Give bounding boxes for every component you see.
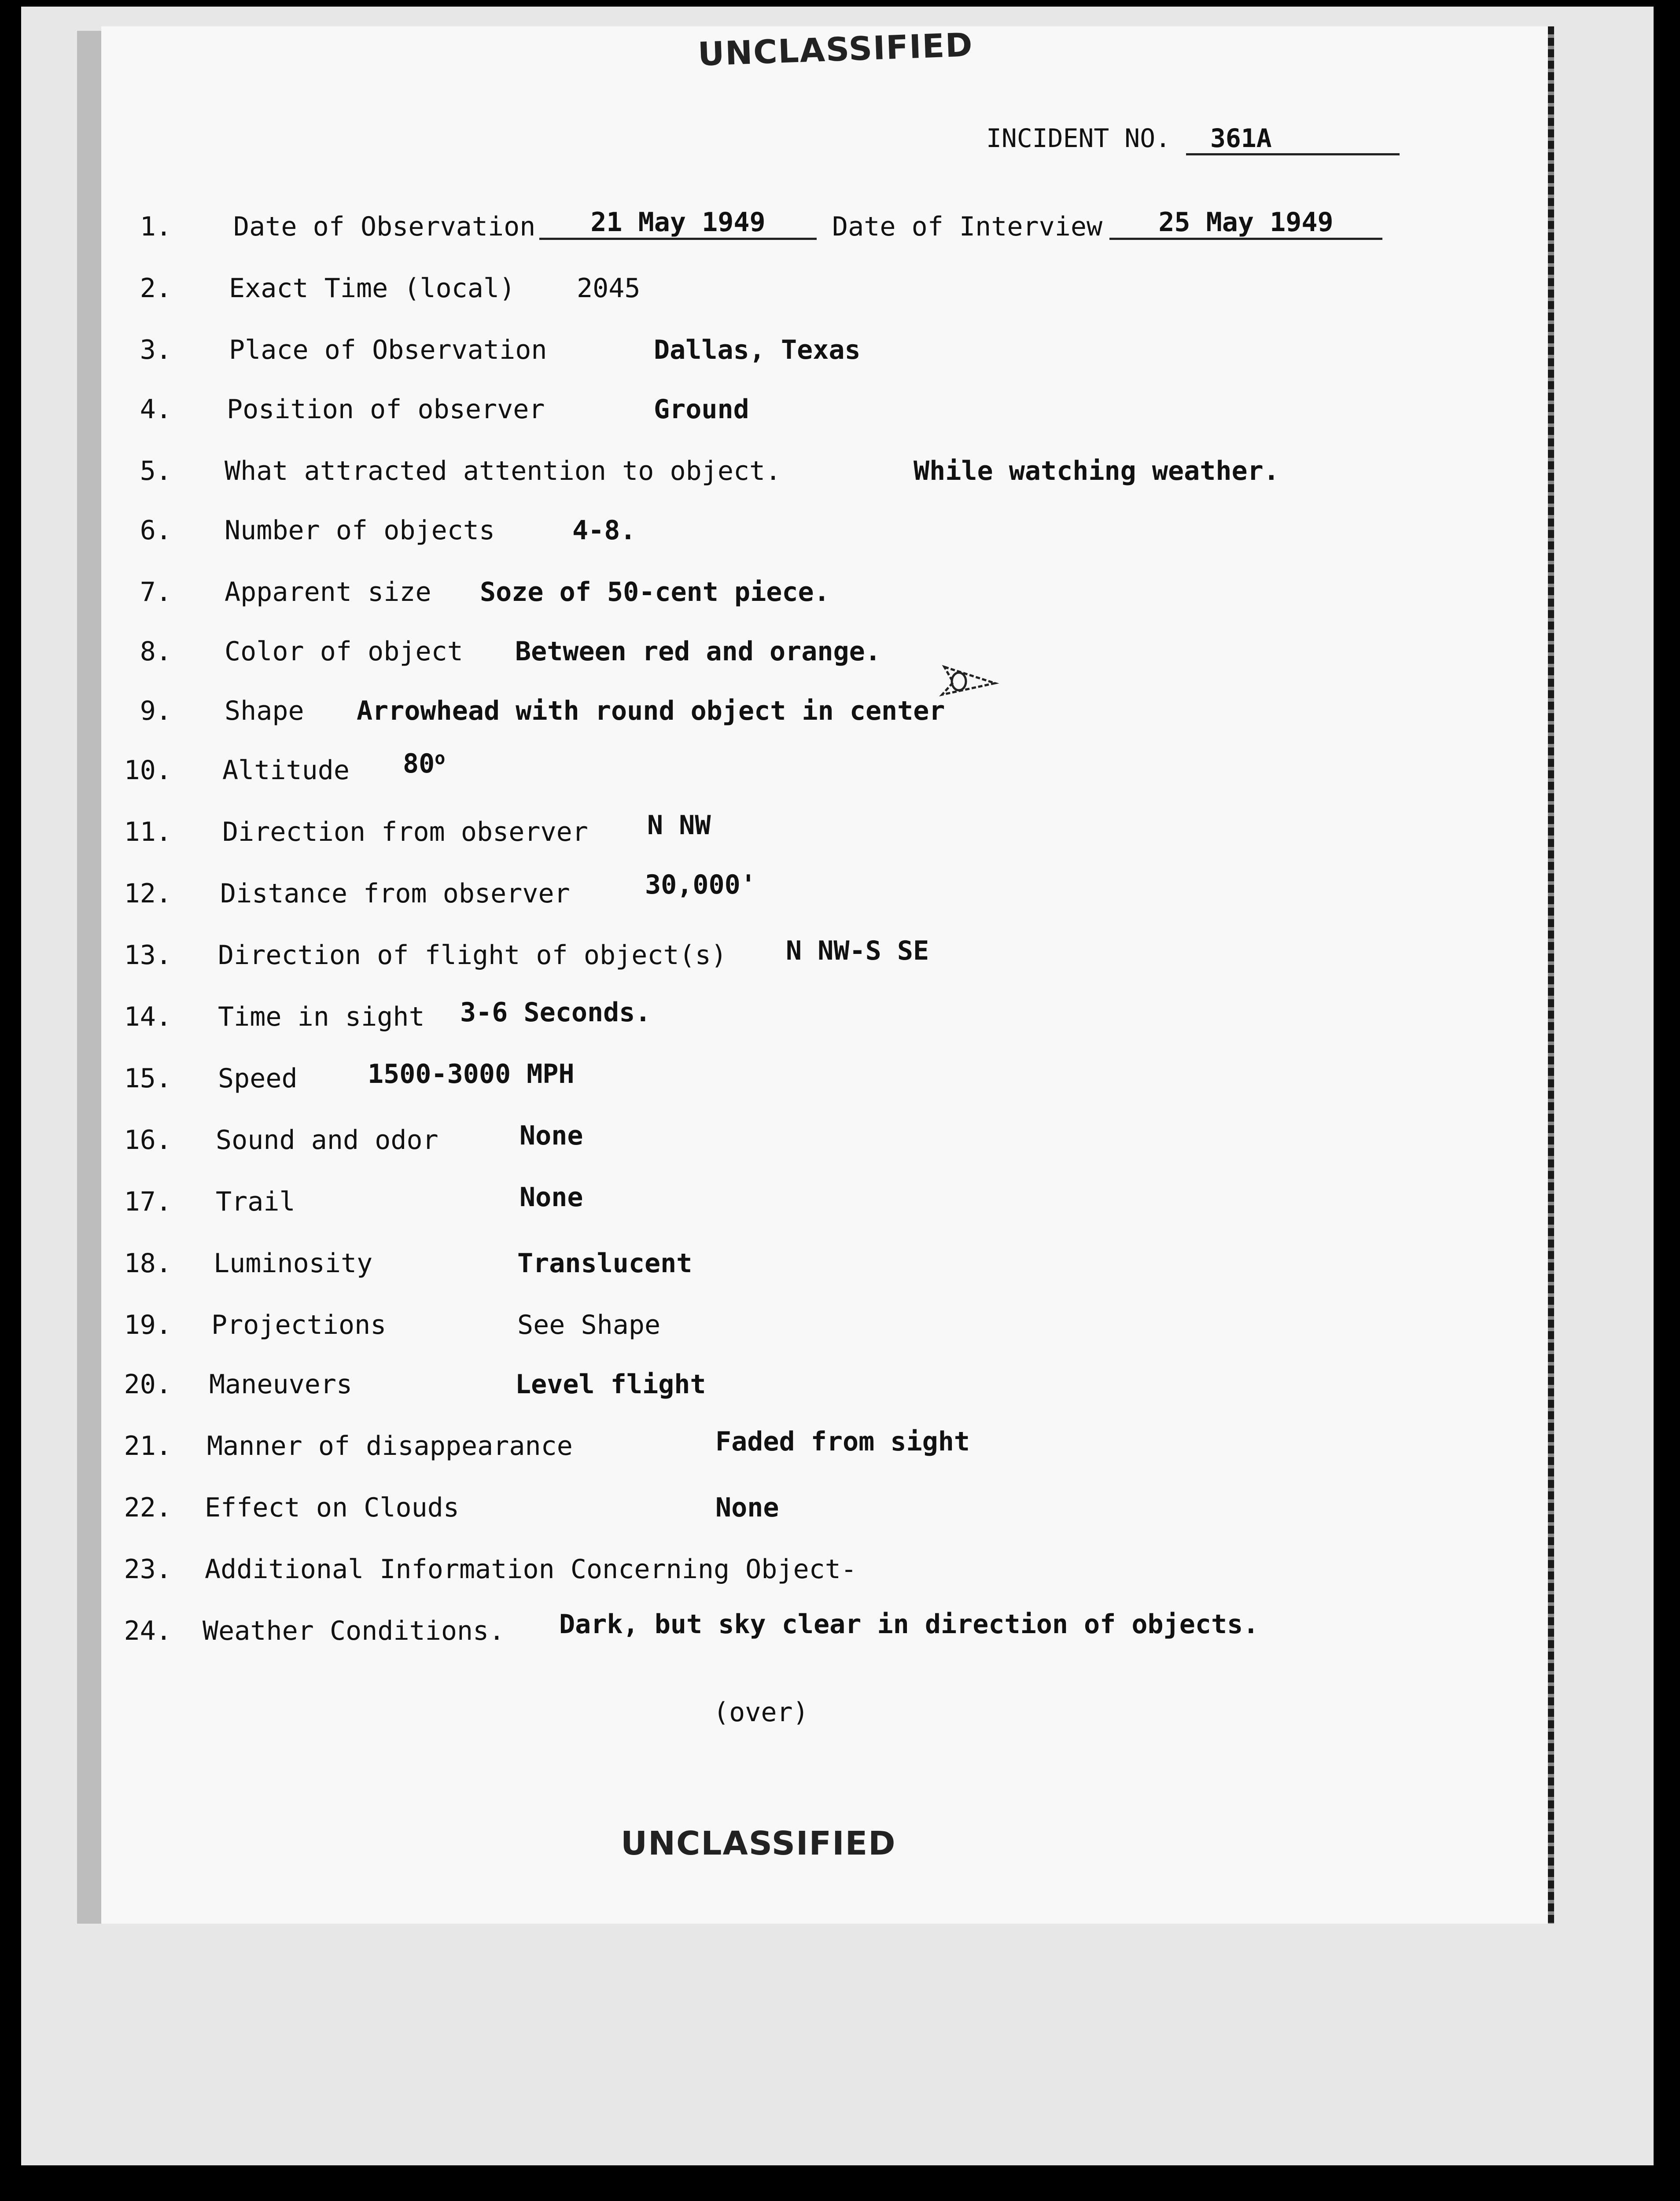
- field-number: 22.: [124, 1492, 172, 1523]
- field-label: Shape: [225, 696, 304, 726]
- field-number: 14.: [124, 1001, 172, 1032]
- field-answer: Between red and orange.: [515, 636, 881, 667]
- field-row-6: [101, 515, 1554, 555]
- field-label: Manner of disappearance: [207, 1431, 573, 1461]
- field-row-24: [101, 1609, 1554, 1655]
- field-label: What attracted attention to object.: [225, 456, 781, 486]
- incident-label: INCIDENT NO.: [986, 123, 1171, 153]
- classification-stamp-bottom: UNCLASSIFIED: [621, 1825, 896, 1862]
- field-number: 21.: [124, 1431, 172, 1461]
- field-row-19: [101, 1310, 1554, 1349]
- field-number: 9.: [140, 696, 172, 726]
- field-answer: See Shape: [517, 1310, 661, 1340]
- field-answer: N NW: [647, 810, 711, 841]
- field-label: Exact Time (local): [229, 273, 516, 304]
- field-answer: [403, 748, 445, 779]
- field-number: 12.: [124, 878, 172, 909]
- field-number: 10.: [124, 755, 172, 786]
- field-label: Time in sight: [218, 1001, 425, 1032]
- field-answer: Arrowhead with round object in center: [357, 696, 945, 726]
- field-number: 19.: [124, 1310, 172, 1340]
- field-number: 1.: [140, 211, 172, 242]
- field-answer: Translucent: [517, 1248, 693, 1279]
- field-answer: None: [519, 1120, 583, 1151]
- field-label: Altitude: [222, 755, 350, 786]
- field-number: 2.: [140, 273, 172, 304]
- field-row-12: [101, 869, 1554, 918]
- over-note: (over): [713, 1697, 809, 1728]
- field-row-9: [101, 696, 1554, 735]
- field-number: 18.: [124, 1248, 172, 1279]
- incident-value: 361A: [1186, 123, 1400, 155]
- arrowhead-shape-sketch: [933, 660, 999, 700]
- field-label: Distance from observer: [220, 878, 570, 909]
- field-label: Date of Observation: [233, 211, 536, 242]
- field-number: 11.: [124, 817, 172, 847]
- field-row-15: [101, 1059, 1554, 1103]
- degree-symbol: o: [435, 748, 446, 769]
- field-number: 4.: [140, 394, 172, 425]
- field-number: 20.: [124, 1369, 172, 1400]
- field-answer: 1500-3000 MPH: [368, 1059, 575, 1089]
- field-number: 23.: [124, 1554, 172, 1585]
- field-answer: Faded from sight: [715, 1426, 970, 1457]
- field-label: Projections: [211, 1310, 387, 1340]
- field-number: 6.: [140, 515, 172, 546]
- field-row-1: [101, 207, 1554, 251]
- field-label: Weather Conditions.: [203, 1616, 505, 1646]
- field-label: Speed: [218, 1063, 298, 1094]
- field-row-13: [101, 935, 1554, 979]
- field-label: Trail: [216, 1186, 295, 1217]
- field-number: 15.: [124, 1063, 172, 1094]
- field-row-8: [101, 636, 1554, 676]
- field-number: 3.: [140, 335, 172, 365]
- field-row-11: [101, 810, 1554, 856]
- field-number: 7.: [140, 577, 172, 607]
- field-label: Number of objects: [225, 515, 495, 546]
- field-answer: 30,000': [645, 869, 756, 900]
- field-label: Apparent size: [225, 577, 431, 607]
- field-answer: 4-8.: [572, 515, 636, 546]
- field-number: 5.: [140, 456, 172, 486]
- field-answer: N NW-S SE: [786, 935, 929, 966]
- classification-stamp-top: UNCLASSIFIED: [697, 26, 974, 74]
- field-answer: 2045: [577, 273, 641, 304]
- field-answer: While watching weather.: [914, 456, 1279, 486]
- field-answer: Soze of 50-cent piece.: [480, 577, 830, 607]
- field-number: 24.: [124, 1616, 172, 1646]
- field-row-22: [101, 1492, 1554, 1532]
- field-row-3: [101, 335, 1554, 374]
- field-answer: None: [715, 1492, 779, 1523]
- field-row-5: [101, 456, 1554, 495]
- field-label: Direction of flight of object(s): [218, 940, 727, 971]
- field-label: Luminosity: [214, 1248, 373, 1279]
- document-page: [101, 26, 1554, 1924]
- field-number: 13.: [124, 940, 172, 971]
- field-row-4: [101, 394, 1554, 434]
- field-row-23: [101, 1554, 1554, 1594]
- field-row-7: [101, 577, 1554, 616]
- incident-number: [986, 123, 1400, 155]
- field-number: 8.: [140, 636, 172, 667]
- interview-date-value: 25 May 1949: [1109, 207, 1382, 240]
- field-row-21: [101, 1426, 1554, 1470]
- field-number: 16.: [124, 1125, 172, 1156]
- field-row-2: [101, 273, 1554, 313]
- field-row-18: [101, 1248, 1554, 1288]
- field-answer: 3-6 Seconds.: [460, 997, 651, 1028]
- field-label: Place of Observation: [229, 335, 547, 365]
- field-label: Position of observer: [227, 394, 545, 425]
- field-row-16: [101, 1120, 1554, 1164]
- field-answer: None: [519, 1182, 583, 1213]
- field-answer: Level flight: [515, 1369, 706, 1400]
- field-row-20: [101, 1369, 1554, 1409]
- field-number: 17.: [124, 1186, 172, 1217]
- field-label: Maneuvers: [209, 1369, 353, 1400]
- field-row-17: [101, 1182, 1554, 1226]
- field-label: Effect on Clouds: [205, 1492, 459, 1523]
- altitude-value: 80: [403, 748, 435, 779]
- field-label: Color of object: [225, 636, 463, 667]
- interview-date-label: Date of Interview: [832, 211, 1103, 242]
- field-label: Sound and odor: [216, 1125, 438, 1156]
- observation-date-value: 21 May 1949: [539, 207, 817, 240]
- field-row-10: [101, 748, 1554, 795]
- field-answer: Dark, but sky clear in direction of objects.: [559, 1609, 1259, 1640]
- field-label: Direction from observer: [222, 817, 588, 847]
- field-row-14: [101, 997, 1554, 1041]
- field-label: Additional Information Concerning Object-: [205, 1554, 857, 1585]
- field-answer: Ground: [654, 394, 749, 425]
- field-answer: Dallas, Texas: [654, 335, 861, 365]
